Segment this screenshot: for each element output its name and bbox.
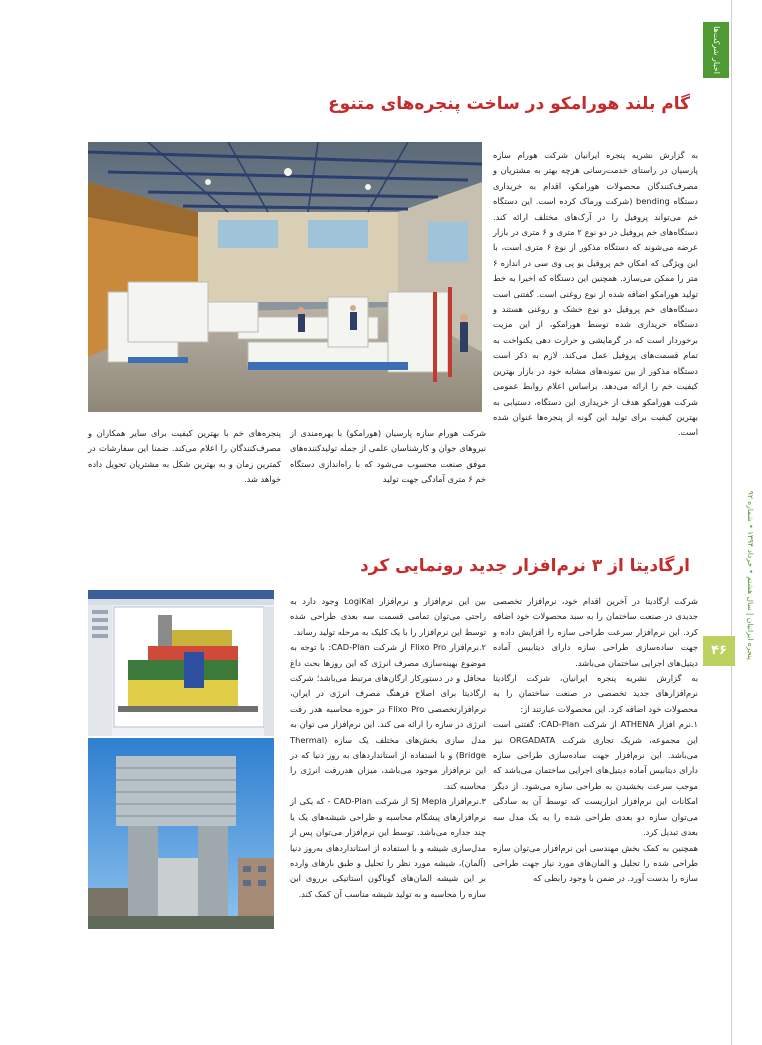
section-tab [703,22,729,78]
article1-col3-text: پنجره‌های خم با بهترین کیفیت برای سایر همکاران و مصرف‌کنندگان را اعلام می‌کند. ضمنا این سفارشات در کمترین زمان و به بهترین شکل به مشتریان تحویل داده خواهد شد. [88,428,281,485]
paragraph: ۲.نرم‌افزار Flixo Pro از شرکت CAD-Plan: با توجه به موضوع بهینه‌سازی مصرف انرژی که این روزها بحث داغ محافل و در دستورکار ارگان‌های مرتبط می‌باشد؛ شرکت ارگادیتا برای اصلاح فرهنگ مصرف انرژی در ایران، نرم‌افزارتخصصی Flixo Pro در حوزه محاسبه هدر رفت انرژی در سازه را ارائه می کند. این نرم‌افزار می توان به مدل سازی بخش‌های مختلف یک سازه (Thermal Bridge) و با استفاده از استانداردهای به روز دنیا که در این نرم‌افزار موجود می‌باشد، میزان هدررفت انرژی را محاسبه کند. [290,642,487,791]
paragraph: بین این نرم‌افزار و نرم‌افزار LogiKal وجود دارد به راحتی می‌توان تمامی قسمت سه بعدی طراحی شده توسط این نرم‌افزار را با یک کلیک به مرحله تولید رساند. [290,596,486,637]
article1-col2-text: شرکت هورام سازه پارسیان (هورامکو) با بهره‌مندی از نیروهای جوان و کارشناسان علمی از جمله تولیدکننده‌های موفق صنعت محسوب می‌شود که با راه‌اندازی دستگاه خم ۶ متری آمادگی جهت تولید [290,428,486,485]
article2-column-1 [493,594,698,887]
article1-column-2 [290,426,486,488]
side-footer [744,440,756,660]
paragraph: ۱.نرم افزار ATHENA از شرکت CAD-Plan: گفتنی است این مجموعه، شریک تجاری شرکت ORGADATA نیز می‌باشد. این نرم‌افزار جهت ساده‌سازی طراحی سازه دارای دیتابیس آماده دیتیل‌های اجرایی ساختمان می‌باشد که موجب سرعت بخشیدن به طراحی سازه می‌شود. از دیگر امکانات این نرم‌افزار ابزاریست که توسط آن به سادگی می‌توان سازه دو بعدی طراحی شده را به یک مدل سه بعدی تبدیل کرد. [493,719,698,838]
article2-column-2 [290,594,486,902]
side-footer-text: پنجره ایرانیان | سال هشتم • خرداد ۱۳۹۴ • شماره ۹۲ [746,490,755,660]
page-number: ۴۶ [703,636,735,666]
article1-column-3 [88,426,281,488]
paragraph: به گزارش نشریه پنجره ایرانیان، شرکت ارگادیتا نرم‌افزارهای جدید تخصصی در صنعت ساختمان را به محصولات خود اضافه کرد. این محصولات عبارتند از: [493,673,698,714]
building-photo [88,738,274,929]
section-tab-label: اخبار شرکت‌ها [712,26,721,74]
article2-title: ارگادیتا از ۳ نرم‌افزار جدید رونمایی کرد [360,556,690,576]
paragraph: همچنین به کمک بخش مهندسی این نرم‌افزار می‌توان سازه طراحی شده را تحلیل و المان‌های مورد نیاز جهت طراحی سازه را بدست آورد. در ضمن با وجود رابطی که [493,842,698,884]
article1-column-1 [493,148,698,441]
article1-col1-text: به گزارش نشریه پنجره ایرانیان شرکت هورام سازه پارسیان در راستای خدمت‌رسانی هرچه بهتر به مشتریان و مصرف‌کنندگان محصولات هورامکو، اقدام به خریداری دستگاه bending (شرکت ورماک کرده است. این دستگاه خم می‌تواند پروفیل را در آرک‌های مختلف ارائه کند. دستگاه‌های خم پروفیل در دو نوع ۲ متری و ۶ متری در بازار عرضه می‌شوند که دستگاه مذکور از نوع ۶ متری است، با این ویژگی که امکان خم پروفیل یو پی وی سی در اندازه ۶ متر را ممکن می‌سازد. همچنین این دستگاه که اخیرا به خط تولید هورامکو اضافه شده از نوع روغنی است. گفتنی است دستگاه‌های خم پروفیل دو نوع خشک و روغنی هستند و دستگاه خریداری شده توسط هورامکو، از این مزیت برخوردار است که در گرمایشی و حرارت دهی یکنواخت به تمام قسمت‌های پروفیل عمل می‌کند. لازم به ذکر است دستگاه مذکور از بین نمونه‌های مشابه خود در بازار بهترین کیفیت خم را ارائه می‌دهد. براساس اعلام روابط عمومی شرکت هورامکو هدف از خریداری این دستگاه، دستیابی به بهترین کیفیت برای تولید این گونه از پنجره‌ها عنوان شده است. [493,150,698,438]
paragraph: شرکت ارگادیتا در آخرین اقدام خود، نرم‌افزار تخصصی جدیدی در صنعت ساختمان را به سبد محصولات خود اضافه کرد. این نرم‌افزار سرعت طراحی سازه را افزایش داده و جهت ساده‌سازی طراحی سازه دارای دیتابیس آماده دیتیل‌های اجرایی ساختمان می‌باشد. [493,596,698,668]
paragraph: ۳.نرم‌افزار SJ Mepla از شرکت CAD-Plan - که یکی از نرم‌افزارهای پیشگام محاسبه و طراحی شیشه‌های یک یا چند جداره می‌باشد. توسط این نرم‌افزار می‌توان پس از مدل‌سازی شیشه و با استفاده از استانداردهای به‌روز دنیا (آلمان)، شیشه مورد نظر را تحلیل و طبق بارهای وارده بر این شیشه المان‌های گوناگون استاتیکی برروی این سازه را محاسبه و به تولید شیشه مناسب آن کمک کند. [290,796,486,899]
margin-rule [731,0,732,1045]
factory-photo [88,142,482,412]
software-screenshot-image [88,590,274,736]
article1-title: گام بلند هورامکو در ساخت پنجره‌های متنوع [328,94,690,114]
